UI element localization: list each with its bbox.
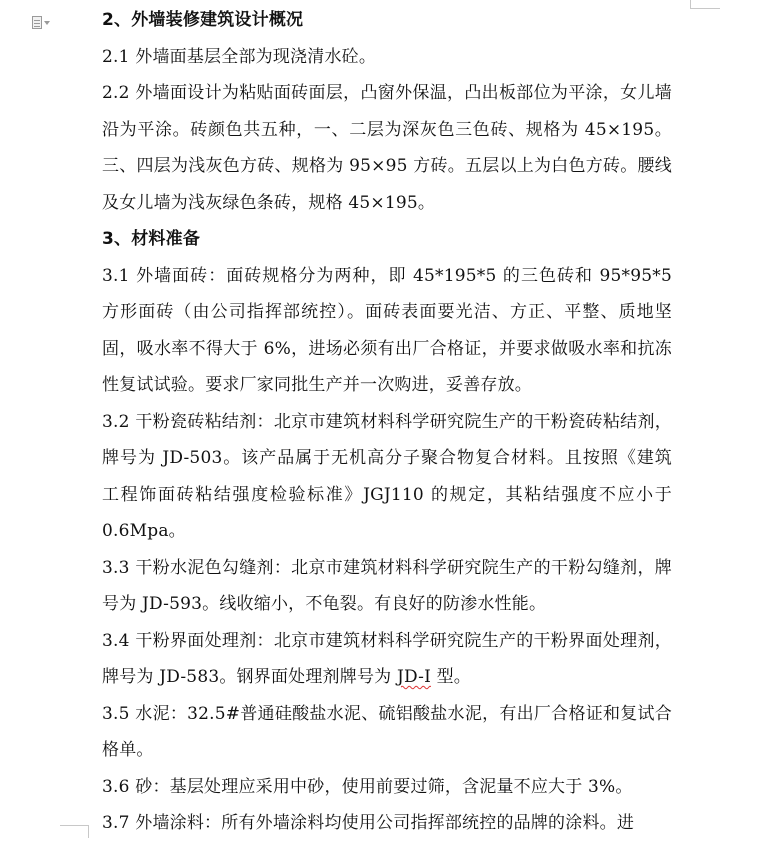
paragraph: 2.1 外墙面基层全部为现浇清水砼。 bbox=[102, 46, 377, 67]
document-body[interactable] bbox=[102, 2, 672, 842]
section-heading: 2、外墙装修建筑设计概况 bbox=[102, 10, 304, 30]
paragraph-text: 型。 bbox=[431, 667, 472, 687]
paragraph: 3.1 外墙面砖：面砖规格分为两种，即 45*195*5 的三色砖和 95*95*5 方形面砖（由公司指挥部统控）。面砖表面要光洁、方正、平整、质地坚固，吸水率不得大于 6%，进场必须有出厂合格证，并要求做吸水率和抗冻性复试试验。要求厂家同批生产并一次购进，妥善存放。 bbox=[102, 265, 672, 395]
margin-mark bbox=[690, 0, 691, 8]
section-heading: 3、材料准备 bbox=[102, 229, 201, 249]
paragraph: 3.3 干粉水泥色勾缝剂：北京市建筑材料科学研究院生产的干粉勾缝剂，牌号为 JD-593。线收缩小，不龟裂。有良好的防渗水性能。 bbox=[102, 557, 672, 614]
paragraph-text: 3.4 干粉界面处理剂：北京市建筑材料科学研究院生产的干粉界面处理剂，牌号为 JD-583。钢界面处理剂牌号为 bbox=[102, 630, 672, 687]
margin-mark bbox=[60, 825, 88, 826]
chevron-down-icon bbox=[44, 21, 50, 25]
paragraph: 3.5 水泥：32.5#普通硅酸盐水泥、硫铝酸盐水泥，有出厂合格证和复试合格单。 bbox=[102, 703, 672, 760]
paragraph bbox=[102, 623, 672, 696]
paragraph: 3.6 砂：基层处理应采用中砂，使用前要过筛，含泥量不应大于 3%。 bbox=[102, 776, 633, 797]
page-icon bbox=[32, 16, 42, 29]
spelling-flagged-text[interactable]: JD-I bbox=[396, 667, 431, 687]
document-icon[interactable] bbox=[32, 14, 56, 30]
paragraph: 3.7 外墙涂料：所有外墙涂料均使用公司指挥部统控的品牌的涂料。进 bbox=[102, 813, 635, 833]
paragraph: 2.2 外墙面设计为粘贴面砖面层，凸窗外保温，凸出板部位为平涂，女儿墙沿为平涂。砖颜色共五种，一、二层为深灰色三色砖、规格为 45×195。三、四层为浅灰色方砖、规格为 95×95 方砖。五层以上为白色方砖。腰线及女儿墙为浅灰绿色条砖，规格 45×195。 bbox=[102, 83, 672, 213]
margin-mark bbox=[690, 8, 720, 9]
paragraph: 3.2 干粉瓷砖粘结剂：北京市建筑材料科学研究院生产的干粉瓷砖粘结剂，牌号为 JD-503。该产品属于无机高分子聚合物复合材料。且按照《建筑 工程饰面砖粘结强度检验标准》JGJ110 的规定，其粘结强度不应小于 0.6Mpa。 bbox=[102, 411, 672, 541]
margin-mark bbox=[88, 825, 89, 838]
